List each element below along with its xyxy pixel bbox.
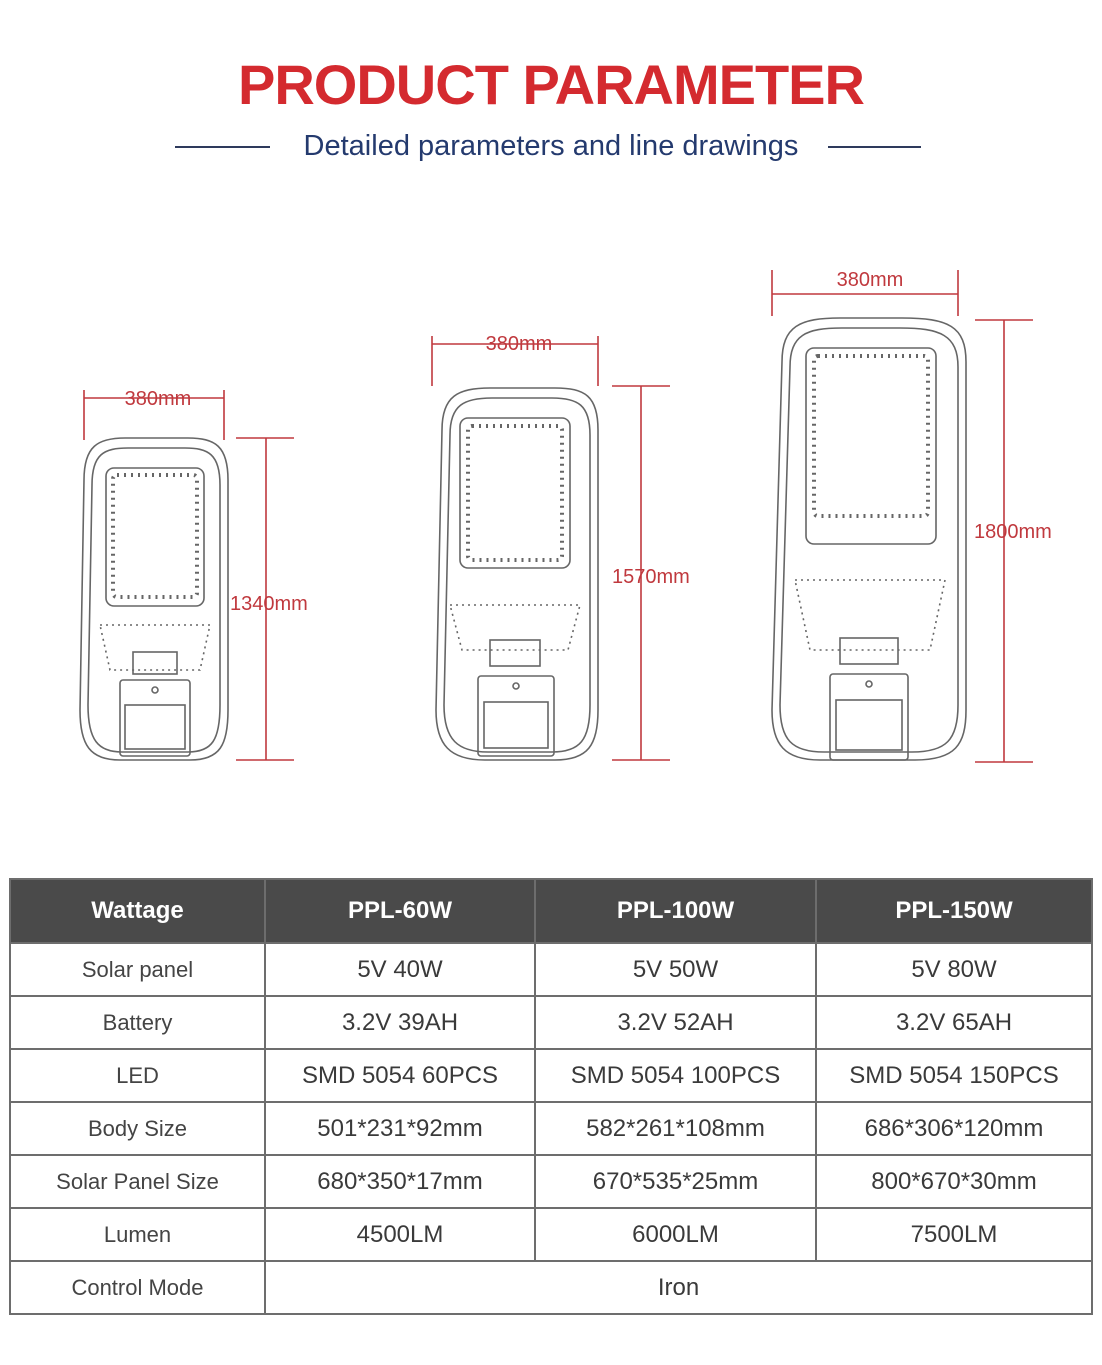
table-cell: 3.2V 39AH [265,996,535,1049]
width-label-100w: 380mm [485,333,553,355]
table-cell: 3.2V 65AH [816,996,1092,1049]
table-cell: 4500LM [265,1208,535,1261]
table-cell: 5V 50W [535,943,816,996]
table-row [10,996,1092,1049]
subtitle-right-rule [828,146,921,148]
table-cell: SMD 5054 150PCS [816,1049,1092,1102]
table-cell: SMD 5054 60PCS [265,1049,535,1102]
dimension-lines-150w [772,270,1033,762]
table-cell: 686*306*120mm [816,1102,1092,1155]
lamp-drawing-100w [436,388,598,760]
table-row [10,1049,1092,1102]
table-cell: 670*535*25mm [535,1155,816,1208]
height-label-150w: 1800mm [974,521,1052,543]
table-cell: 7500LM [816,1208,1092,1261]
dimension-lines-60w [84,390,294,760]
table-cell: 5V 80W [816,943,1092,996]
table-row [10,1102,1092,1155]
table-row [10,1208,1092,1261]
table-row [10,943,1092,996]
dimension-lines-100w [432,336,670,760]
header-cell-wattage: Wattage [10,879,265,943]
row-label: Body Size [10,1102,265,1155]
page-subtitle: Detailed parameters and line drawings [303,130,799,162]
table-cell: 800*670*30mm [816,1155,1092,1208]
height-label-100w: 1570mm [612,566,690,588]
width-label-150w: 380mm [836,269,904,291]
table-cell: 501*231*92mm [265,1102,535,1155]
header-cell-model: PPL-150W [816,879,1092,943]
row-label: Lumen [10,1208,265,1261]
table-cell: 5V 40W [265,943,535,996]
line-drawings [0,240,1102,800]
header-cell-model: PPL-60W [265,879,535,943]
parameter-table [9,878,1093,1315]
control-mode-value: Iron [265,1261,1092,1314]
table-cell: 582*261*108mm [535,1102,816,1155]
width-label-60w: 380mm [124,388,192,410]
lamp-drawing-150w [772,318,966,760]
table-cell: 6000LM [535,1208,816,1261]
height-label-60w: 1340mm [230,593,308,615]
subtitle-row [0,126,1102,166]
table-header-row [10,879,1092,943]
row-label: Solar panel [10,943,265,996]
table-cell: 680*350*17mm [265,1155,535,1208]
table-cell: 3.2V 52AH [535,996,816,1049]
row-label: Solar Panel Size [10,1155,265,1208]
table-row-control-mode [10,1261,1092,1314]
row-label: Control Mode [10,1261,265,1314]
header-cell-model: PPL-100W [535,879,816,943]
row-label: Battery [10,996,265,1049]
table-row [10,1155,1092,1208]
lamp-drawing-60w [80,438,228,760]
page-title: PRODUCT PARAMETER [238,53,864,116]
row-label: LED [10,1049,265,1102]
table-cell: SMD 5054 100PCS [535,1049,816,1102]
